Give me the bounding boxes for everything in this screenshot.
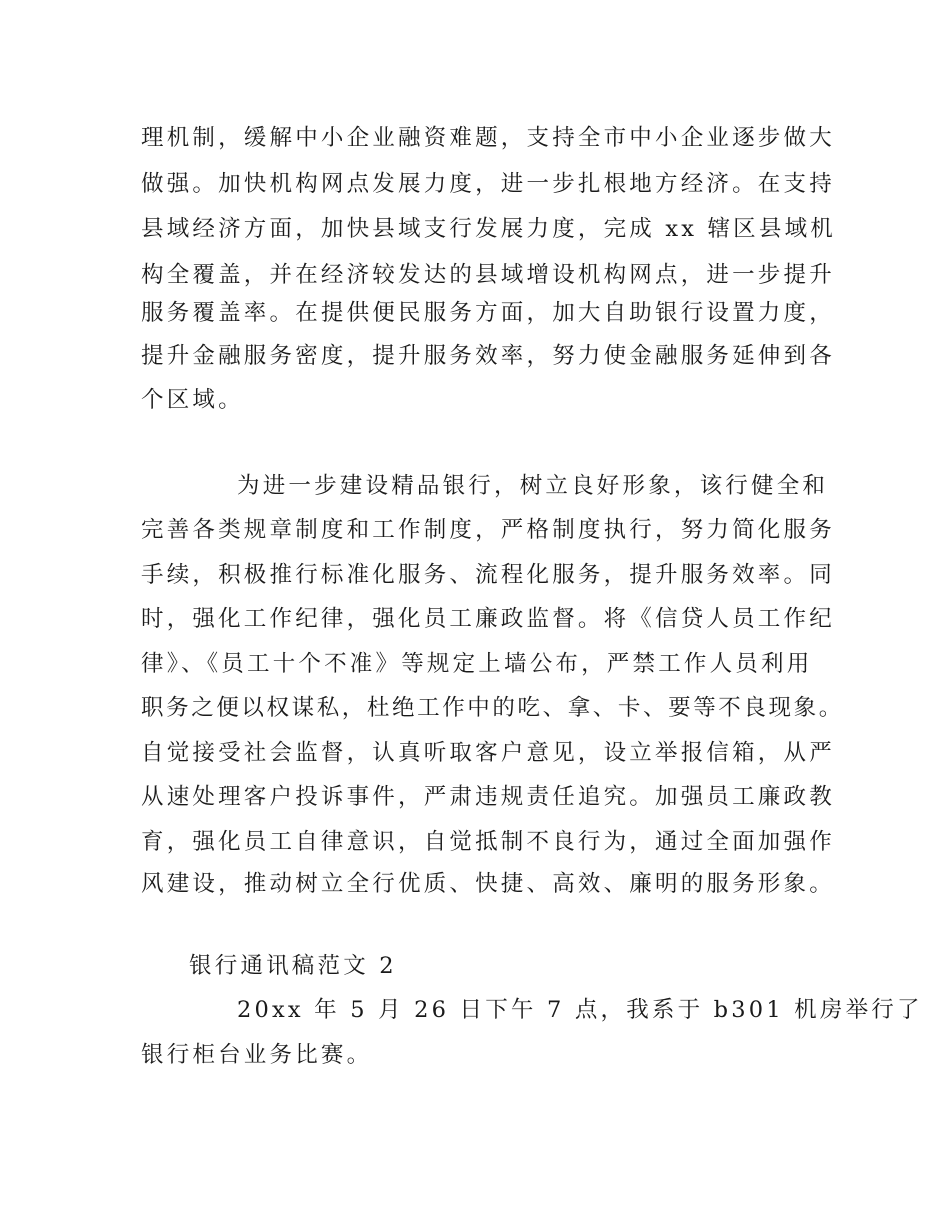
paragraph-2-line-10: 风建设，推动树立全行优质、快捷、高效、廉明的服务形象。 <box>141 871 835 897</box>
paragraph-2-line-6: 职务之便以权谋私，杜绝工作中的吃、拿、卡、要等不良现象。 <box>141 695 844 721</box>
paragraph-2-line-9: 育，强化员工自律意识，自觉抵制不良行为，通过全面加强作 <box>141 829 835 855</box>
paragraph-2-line-3: 手续，积极推行标准化服务、流程化服务，提升服务效率。同 <box>141 562 835 588</box>
paragraph-1-line-4: 构全覆盖，并在经济较发达的县域增设机构网点，进一步提升 <box>141 262 835 288</box>
paragraph-2-line-5: 律》、《员工十个不准》等规定上墙公布，严禁工作人员利用 <box>141 651 813 677</box>
paragraph-2-line-7: 自觉接受社会监督，认真听取客户意见，设立举报信箱，从严 <box>141 740 835 766</box>
paragraph-1-line-6: 提升金融服务密度，提升服务效率，努力使金融服务延伸到各 <box>141 343 835 369</box>
paragraph-1-line-2: 做强。加快机构网点发展力度，进一步扎根地方经济。在支持 <box>141 171 835 197</box>
paragraph-1-line-3: 县域经济方面，加快县域支行发展力度，完成 xx 辖区县域机 <box>141 216 836 242</box>
paragraph-1-line-1: 理机制，缓解中小企业融资难题，支持全市中小企业逐步做大 <box>141 125 835 151</box>
paragraph-2-line-1: 为进一步建设精品银行，树立良好形象，该行健全和 <box>237 473 829 499</box>
paragraph-1-line-7: 个区域。 <box>141 387 244 413</box>
paragraph-2-line-2: 完善各类规章制度和工作制度，严格制度执行，努力简化服务 <box>141 517 835 543</box>
paragraph-1-line-5: 服务覆盖率。在提供便民服务方面，加大自助银行设置力度， <box>141 300 835 326</box>
paragraph-2-line-4: 时，强化工作纪律，强化员工廉政监督。将《信贷人员工作纪 <box>141 606 835 632</box>
paragraph-3-line-2: 银行柜台业务比赛。 <box>141 1042 373 1068</box>
section-heading: 银行通讯稿范文 2 <box>189 953 397 979</box>
paragraph-3-line-1: 20xx 年 5 月 26 日下午 7 点，我系于 b301 机房举行了 <box>237 997 923 1023</box>
paragraph-2-line-8: 从速处理客户投诉事件，严肃违规责任追究。加强员工廉政教 <box>141 784 835 810</box>
